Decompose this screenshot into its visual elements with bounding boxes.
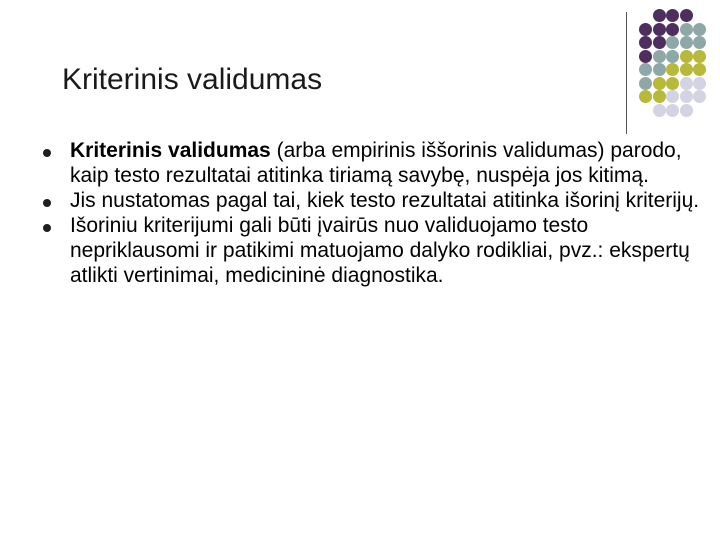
decorative-dot: [653, 77, 666, 90]
decorative-dot: [680, 9, 693, 22]
decorative-dot: [653, 63, 666, 76]
decorative-dot: [666, 36, 679, 49]
decorative-dot: [653, 104, 666, 117]
bullet-bold-text: Kriterinis validumas: [70, 139, 271, 162]
bullet-icon: [43, 149, 51, 157]
decorative-dot: [639, 90, 652, 103]
bullet-item: [40, 138, 700, 188]
decorative-dot: [653, 23, 666, 36]
bullet-icon: [43, 199, 51, 207]
decorative-dot: [680, 50, 693, 63]
decorative-dot: [639, 50, 652, 63]
decorative-dot: [693, 23, 706, 36]
bullet-text: Išoriniu kriterijumi gali būti įvairūs nuo validuojamo testo nepriklausomi ir patikimi matuojamo dalyko rodikliai, pvz.: ekspertų atlikti vertinimai, medicininė diagnostika.: [70, 214, 690, 287]
decorative-dot: [639, 63, 652, 76]
decorative-dot: [666, 77, 679, 90]
decorative-dot: [639, 77, 652, 90]
decorative-dot: [693, 77, 706, 90]
decorative-dot: [680, 23, 693, 36]
decorative-dot: [680, 36, 693, 49]
decorative-dot: [639, 36, 652, 49]
decorative-dot: [693, 90, 706, 103]
decorative-dot: [666, 23, 679, 36]
divider-line: [626, 12, 627, 134]
decorative-dot: [693, 36, 706, 49]
decorative-dot: [666, 90, 679, 103]
decorative-dot: [666, 50, 679, 63]
decorative-dot: [653, 50, 666, 63]
decorative-dot-grid: [639, 9, 719, 119]
bullet-item: [40, 188, 700, 213]
decorative-dot: [693, 63, 706, 76]
decorative-dot: [666, 104, 679, 117]
bullet-text: Jis nustatomas pagal tai, kiek testo rezultatai atitinka išorinį kriterijų.: [70, 189, 700, 212]
decorative-dot: [680, 77, 693, 90]
decorative-dot: [680, 90, 693, 103]
decorative-dot: [653, 9, 666, 22]
decorative-dot: [693, 50, 706, 63]
bullet-list: [40, 138, 700, 288]
decorative-dot: [680, 104, 693, 117]
decorative-dot: [666, 63, 679, 76]
decorative-dot: [680, 63, 693, 76]
slide-title: Kriterinis validumas: [62, 63, 323, 96]
bullet-text: (arba empirinis iššorinis validumas) parodo, kaip testo rezultatai atitinka tiriamą savybę, nuspėja jos kitimą.: [70, 139, 682, 187]
decorative-dot: [639, 23, 652, 36]
bullet-item: [40, 213, 700, 288]
bullet-icon: [43, 224, 51, 232]
decorative-dot: [666, 9, 679, 22]
decorative-dot: [653, 36, 666, 49]
decorative-dot: [653, 90, 666, 103]
